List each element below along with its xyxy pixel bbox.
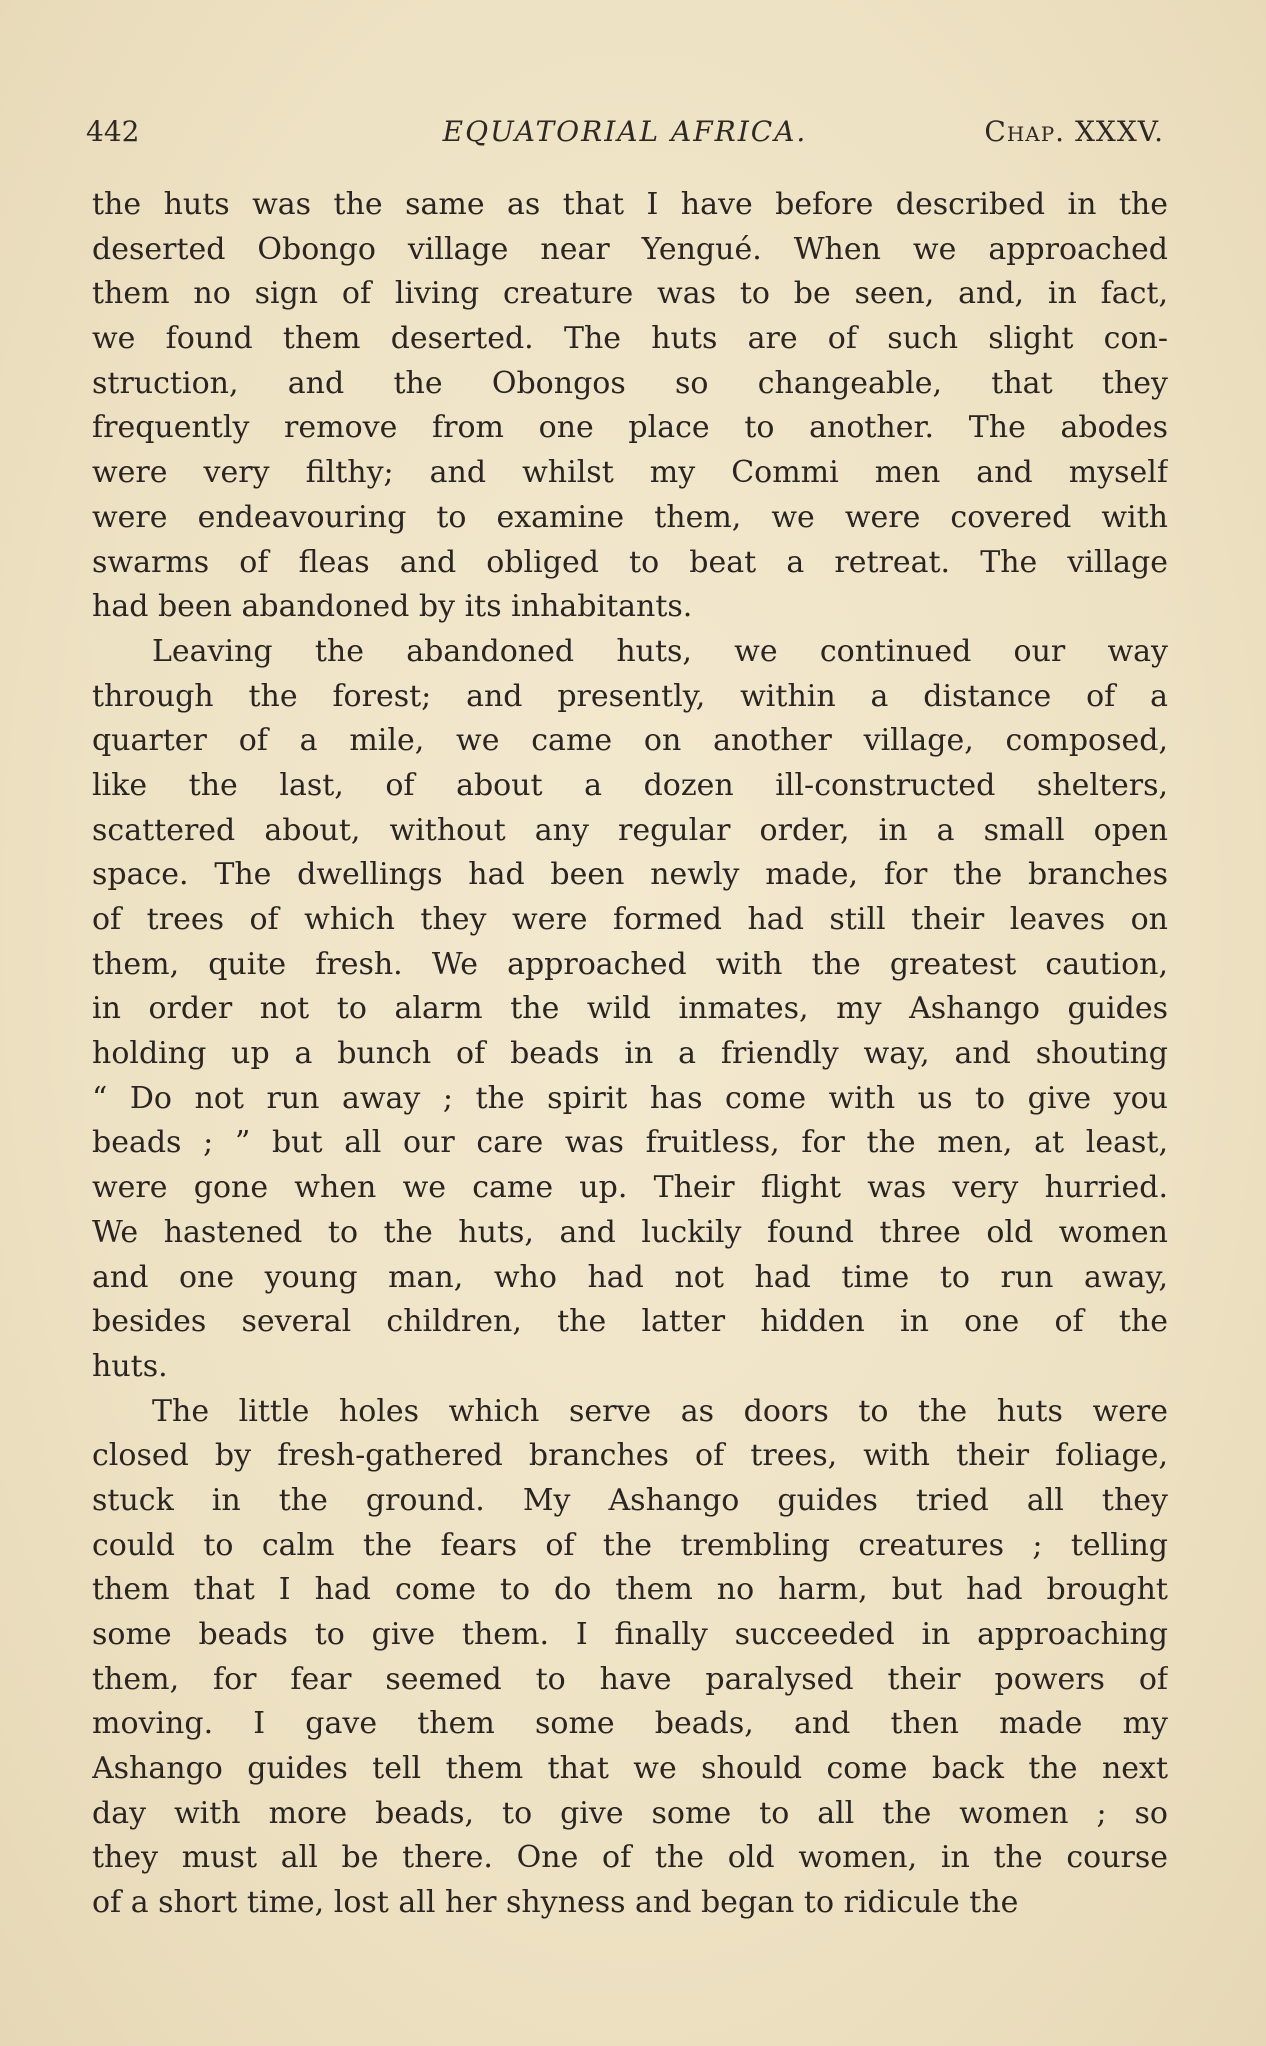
text-line: space. The dwellings had been newly made, for the branches — [92, 857, 1168, 893]
text-line: beads ; ” but all our care was fruitless, for the men, at least, — [92, 1125, 1168, 1161]
text-line: We hastened to the huts, and luckily found three old women — [92, 1214, 1168, 1250]
text-line: moving. I gave them some beads, and then made my — [92, 1706, 1168, 1742]
text-line: deserted Obongo village near Yengué. When we approached — [92, 231, 1168, 267]
text-line: them, quite fresh. We approached with the greatest caution, — [92, 946, 1168, 982]
text-line: through the forest; and presently, within a distance of a — [92, 678, 1168, 714]
text-line: were gone when we came up. Their flight was very hurried. — [92, 1170, 1168, 1206]
text-line: could to calm the fears of the trembling creatures ; telling — [92, 1527, 1168, 1563]
body-text — [92, 183, 1168, 1926]
text-line: besides several children, the latter hidden in one of the — [92, 1304, 1168, 1340]
text-line: Ashango guides tell them that we should come back the next — [92, 1751, 1168, 1787]
text-line: swarms of fleas and obliged to beat a retreat. The village — [92, 544, 1168, 580]
text-line: “ Do not run away ; the spirit has come with us to give you — [92, 1080, 1168, 1116]
text-line: them no sign of living creature was to be seen, and, in fact, — [92, 276, 1168, 312]
text-line: huts. — [92, 1348, 168, 1384]
text-line: stuck in the ground. My Ashango guides tried all they — [92, 1482, 1168, 1518]
text-line: had been abandoned by its inhabitants. — [92, 589, 693, 625]
running-title: EQUATORIAL AFRICA. — [442, 115, 808, 148]
text-line: of a short time, lost all her shyness and began to ridicule the — [92, 1885, 1019, 1921]
text-line: some beads to give them. I finally succeeded in approaching — [92, 1617, 1168, 1652]
text-line: the huts was the same as that I have before described in the — [92, 187, 1168, 222]
text-line: frequently remove from one place to another. The abodes — [92, 410, 1168, 446]
text-line: day with more beads, to give some to all the women ; so — [92, 1795, 1168, 1831]
text-line: quarter of a mile, we came on another village, composed, — [92, 723, 1168, 759]
text-line: them that I had come to do them no harm, but had brought — [92, 1572, 1168, 1608]
text-line: Leaving the abandoned huts, we continued our way — [152, 633, 1168, 669]
chapter-label: Chap. XXXV. — [984, 115, 1164, 148]
running-header — [86, 112, 1164, 152]
text-line: The little holes which serve as doors to the huts were — [152, 1393, 1168, 1429]
text-line: and one young man, who had not had time to run away, — [92, 1259, 1168, 1295]
text-line: they must all be there. One of the old women, in the course — [92, 1840, 1168, 1876]
text-line: in order not to alarm the wild inmates, my Ashango guides — [92, 991, 1168, 1027]
text-line: we found them deserted. The huts are of such slight con- — [92, 321, 1168, 357]
text-line: struction, and the Obongos so changeable, that they — [92, 365, 1168, 401]
text-line: of trees of which they were formed had still their leaves on — [92, 902, 1168, 937]
text-line: like the last, of about a dozen ill-constructed shelters, — [92, 767, 1168, 803]
text-line: were endeavouring to examine them, we were covered with — [92, 499, 1168, 535]
text-line: holding up a bunch of beads in a friendly way, and shouting — [92, 1036, 1168, 1072]
page-number: 442 — [86, 115, 140, 148]
text-line: were very filthy; and whilst my Commi men and myself — [92, 455, 1168, 491]
text-line: scattered about, without any regular order, in a small open — [92, 812, 1168, 848]
text-line: them, for fear seemed to have paralysed their powers of — [92, 1661, 1168, 1697]
text-line: closed by fresh-gathered branches of trees, with their foliage, — [92, 1438, 1168, 1474]
